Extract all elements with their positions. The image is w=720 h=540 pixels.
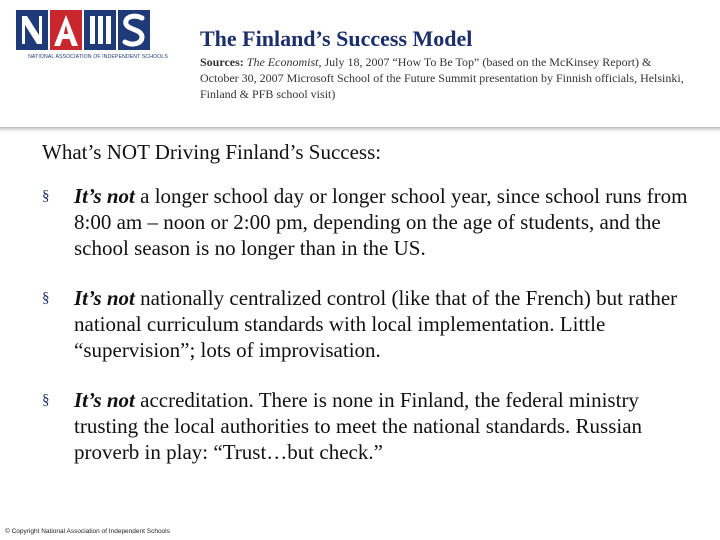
- sources-citation: [200, 54, 690, 102]
- bullet-marker-icon: §: [42, 188, 50, 204]
- header-divider: [0, 127, 720, 133]
- nais-logo: [14, 8, 182, 60]
- bullet-text: a longer school day or longer school year, since school runs from 8:00 am – noon or 2:00 pm, depending on the age of students, and the school season is no longer than in the US.: [74, 184, 688, 260]
- sources-publication: The Economist: [246, 55, 319, 69]
- sources-detail: , July 18, 2007 “How To Be Top” (based on the McKinsey Report) & October 30, 2007 Microsoft School of the Future Summit presentation by Finnish officials, Helsinki, Finland & PFB school visit): [200, 55, 684, 101]
- bullet-emphasis: It’s not: [74, 286, 135, 310]
- bullet-text: nationally centralized control (like that of the French) but rather national curriculum standards with local implementation. Little “supervision”; lots of improvisation.: [74, 286, 678, 362]
- logo-caption: NATIONAL ASSOCIATION OF INDEPENDENT SCHOOLS: [28, 54, 168, 60]
- section-heading: What’s NOT Driving Finland’s Success:: [42, 140, 382, 164]
- bullet-emphasis: It’s not: [74, 388, 135, 412]
- slide-title: The Finland’s Success Model: [200, 26, 473, 51]
- sources-label: Sources:: [200, 55, 247, 69]
- bullet-item: [42, 183, 692, 261]
- bullet-list: [42, 183, 692, 489]
- bullet-emphasis: It’s not: [74, 184, 135, 208]
- copyright-footer: © Copyright National Association of Independent Schools: [5, 528, 170, 535]
- nais-logo-mark: [14, 8, 182, 54]
- bullet-item: [42, 285, 692, 363]
- bullet-marker-icon: §: [42, 290, 50, 306]
- bullet-text: accreditation. There is none in Finland, the federal ministry trusting the local authorities to meet the national standards. Russian proverb in play: “Trust…but check.”: [74, 388, 643, 464]
- bullet-item: [42, 387, 692, 465]
- bullet-marker-icon: §: [42, 392, 50, 408]
